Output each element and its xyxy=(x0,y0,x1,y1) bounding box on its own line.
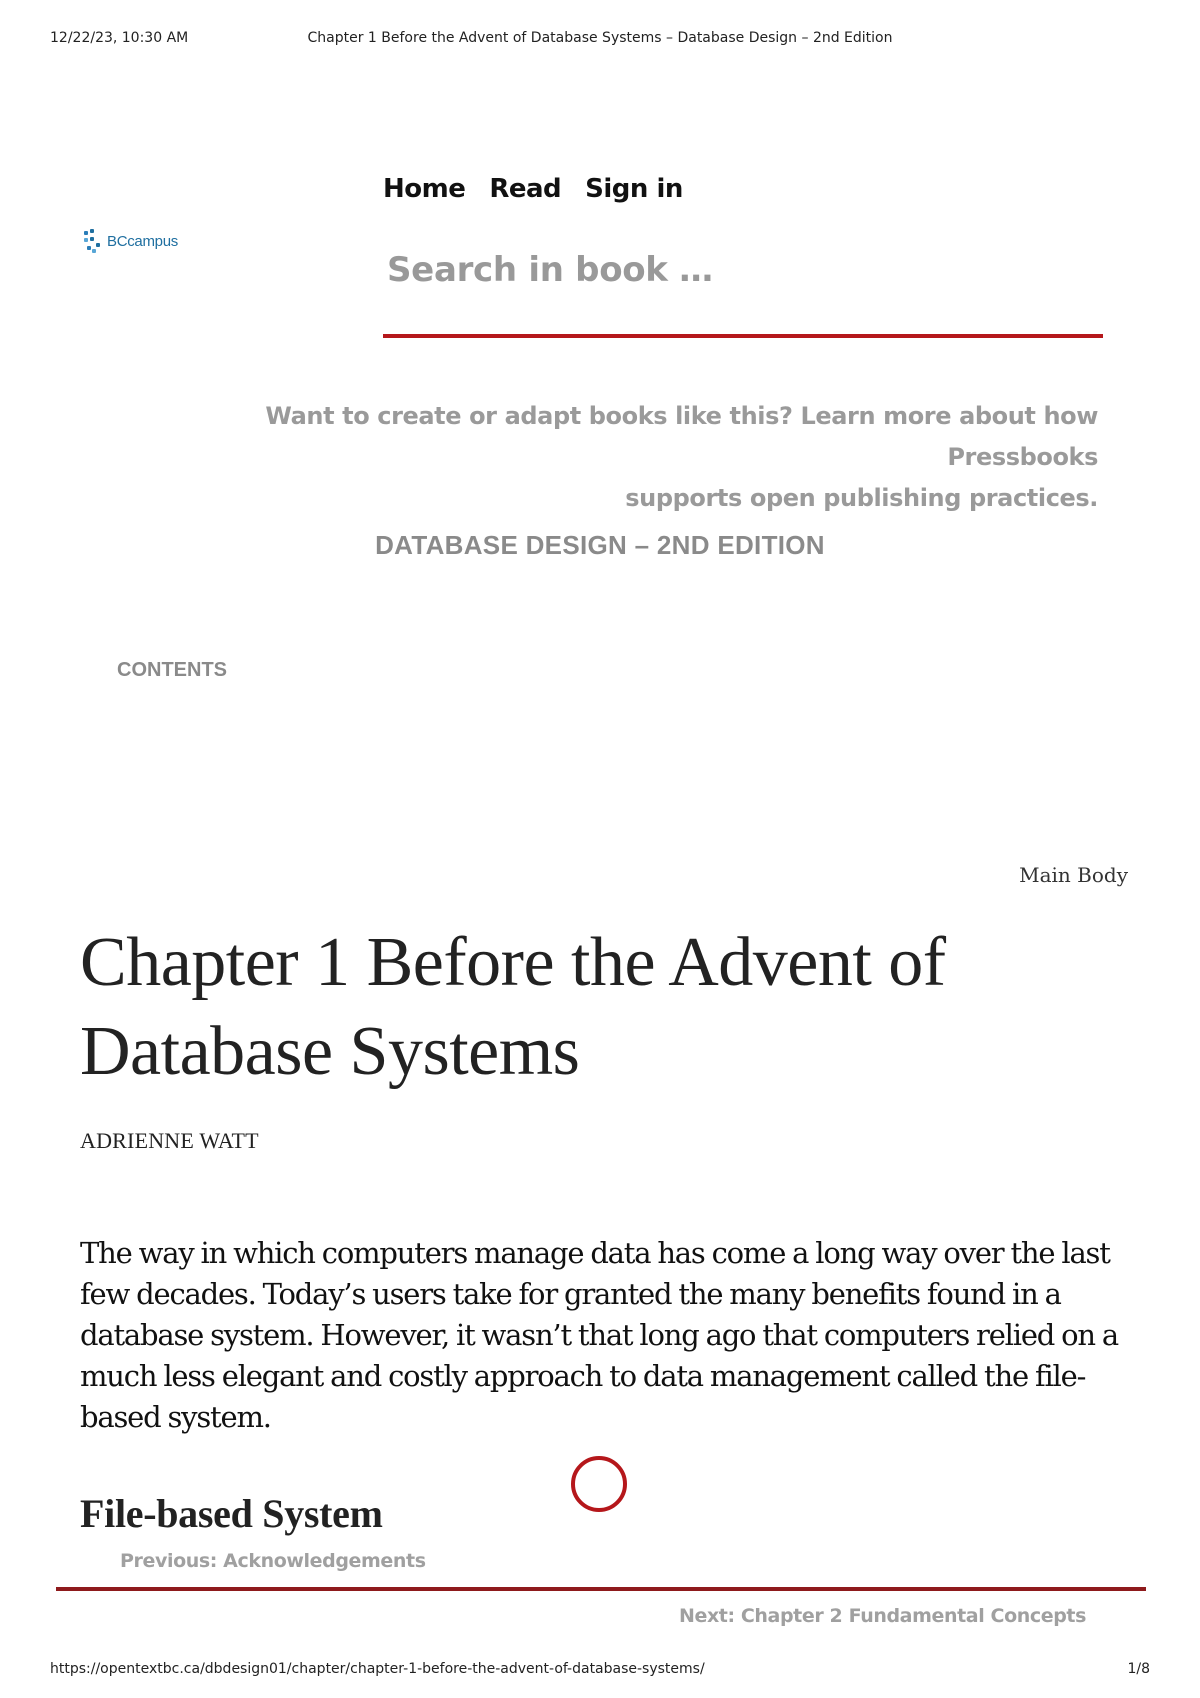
search-input[interactable] xyxy=(383,240,1111,300)
part-label: Main Body xyxy=(1019,863,1128,887)
logo-text: BCcampus xyxy=(107,232,178,250)
book-title-link[interactable]: DATABASE DESIGN – 2ND EDITION xyxy=(375,530,825,560)
print-page-number: 1/8 xyxy=(1127,1661,1150,1677)
contents-toggle[interactable]: CONTENTS xyxy=(117,659,227,681)
nav-home-link[interactable]: Home xyxy=(383,174,466,204)
section-heading: File-based System xyxy=(80,1491,383,1536)
scroll-top-button[interactable] xyxy=(571,1456,627,1512)
bccampus-logo-icon xyxy=(84,229,102,253)
chapter-lead-paragraph: The way in which computers manage data has come a long way over the last few decades. Today’s users take for granted the many benefits found in a database system. However, it wasn’t that long ago that computers relied on a much less elegant and costly approach to data management called the file-based system. xyxy=(80,1236,1119,1434)
print-date: 12/22/23, 10:30 AM xyxy=(50,30,189,46)
bccampus-logo[interactable] xyxy=(84,229,178,253)
chapter-author: ADRIENNE WATT xyxy=(80,1128,259,1153)
primary-nav xyxy=(383,174,683,204)
print-url: https://opentextbc.ca/dbdesign01/chapter/chapter-1-before-the-advent-of-database-systems/ xyxy=(50,1661,705,1677)
promo-line-2: supports open publishing practices. xyxy=(625,484,1098,512)
pagination-divider xyxy=(56,1587,1146,1591)
print-page-title: Chapter 1 Before the Advent of Database Systems – Database Design – 2nd Edition xyxy=(307,30,893,46)
previous-chapter-link[interactable]: Previous: Acknowledgements xyxy=(120,1550,426,1572)
nav-sign-in-link[interactable]: Sign in xyxy=(585,174,683,204)
chapter-title: Chapter 1 Before the Advent of Database Systems xyxy=(80,924,946,1090)
pressbooks-promo-link[interactable] xyxy=(160,396,1104,519)
pressbooks-promo xyxy=(160,396,1104,519)
search-box xyxy=(383,240,1103,338)
promo-line-1: Want to create or adapt books like this? Learn more about how Pressbooks xyxy=(265,402,1098,471)
next-chapter-link[interactable]: Next: Chapter 2 Fundamental Concepts xyxy=(678,1605,1086,1627)
nav-read-link[interactable]: Read xyxy=(489,174,562,204)
